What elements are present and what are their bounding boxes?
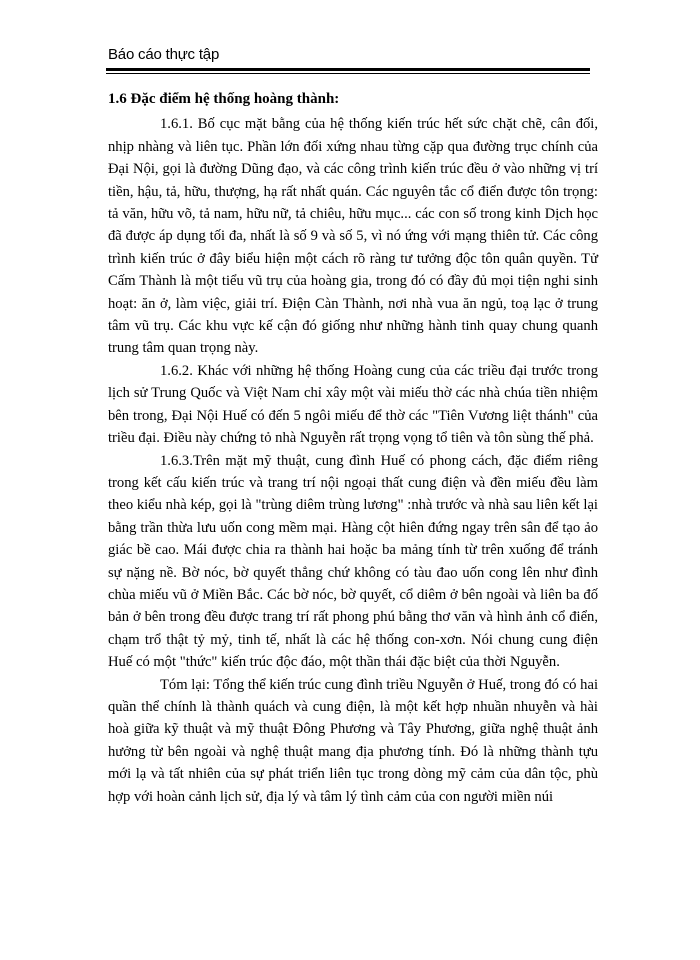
header-rule-thin (106, 73, 590, 74)
header-rule-thick (106, 68, 590, 71)
running-header: Báo cáo thực tập (108, 46, 220, 63)
paragraph-1-6-1: 1.6.1. Bố cục mặt bằng của hệ thống kiến trúc hết sức chặt chẽ, cân đối, nhịp nhàng và liên tục. Phần lớn đối xứng nhau từng cặp qua đường trục chính của Đại Nội, gọi là đường Dũng đạo, và các công trình kiến trúc đều ở vào những vị trí tiền, hậu, tả, hữu, thượng, hạ rất nhất quán. Các nguyên tắc cổ điển được tôn trọng: tả văn, hữu võ, tả nam, hữu nữ, tả chiêu, hữu mục... các con số trong kinh Dịch học đã được áp dụng tối đa, nhất là số 9 và số 5, vì nó ứng với mạng thiên tử. Các công trình kiến trúc ở đây biểu hiện một cách rõ ràng tư tưởng độc tôn quân quyền. Tử Cấm Thành là một tiểu vũ trụ của hoàng gia, trong đó có đầy đủ mọi tiện nghi sinh hoạt: ăn ở, làm việc, giải trí. Điện Càn Thành, nơi nhà vua ăn ngủ, toạ lạc ở trung tâm vũ trụ. Các khu vực kế cận đó giống như những hành tinh quay chung quanh trung tâm quan trọng này. (108, 116, 598, 357)
paragraph-1-6-2: 1.6.2. Khác với những hệ thống Hoàng cung của các triều đại trước trong lịch sử Trung Quốc và Việt Nam chỉ xây một vài miếu thờ các nhà chúa tiền nhiệm bên trong, Đại Nội Huế có đến 5 ngôi miếu để thờ các "Tiên Vương liệt thánh" của triều đại. Điều này chứng tỏ nhà Nguyễn rất trọng vọng tổ tiên và tôn sùng thế phả. (108, 362, 598, 447)
section-heading: 1.6 Đặc điểm hệ thống hoàng thành: (108, 91, 340, 107)
paragraph-1-6-3: 1.6.3.Trên mặt mỹ thuật, cung đình Huế có phong cách, đặc điểm riêng trong kết cấu kiến trúc và trang trí nội ngoại thất cung điện và đền miếu đều làm theo kiểu nhà kép, gọi là "trùng diêm trùng lương" :nhà trước và nhà sau liên kết lại bằng trần thừa lưu uốn cong mềm mại. Hàng cột hiên đứng ngay trên sân để tạo ảo giác bề cao. Mái được chia ra thành hai hoặc ba mảng tính từ trên xuống để tránh sự nặng nề. Bờ nóc, bờ quyết thẳng chứ không có tàu đao uốn cong lên như đình chùa miếu vũ ở Miền Bắc. Các bờ nóc, bờ quyết, cổ diêm ở bên ngoài và liên ba đố bản ở bên trong đều được trang trí rất phong phú bằng thơ văn và hình ảnh cổ điển, chạm trổ thật tỷ mỷ, tinh tế, nhất là các hệ thống con-xơn. Nói chung cung điện Huế có một "thức" kiến trúc độc đáo, một thần thái đặc biệt của thời Nguyễn. (108, 452, 598, 671)
paragraph-conclusion: Tóm lại: Tổng thể kiến trúc cung đình triều Nguyễn ở Huế, trong đó có hai quần thể chính là thành quách và cung điện, là một kết hợp nhuần nhuyễn và hài hoà giữa kỹ thuật và mỹ thuật Đông Phương và Tây Phương, giữa nghệ thuật ảnh hưởng từ bên ngoài và nghệ thuật mang địa phương tính. Đó là những thành tựu mới lạ và tất nhiên của sự phát triển liên tục trong dòng mỹ cảm của dân tộc, phù hợp với hoàn cảnh lịch sử, địa lý và tâm lý tình cảm của con người miền núi (108, 676, 598, 805)
body-text (108, 88, 598, 808)
